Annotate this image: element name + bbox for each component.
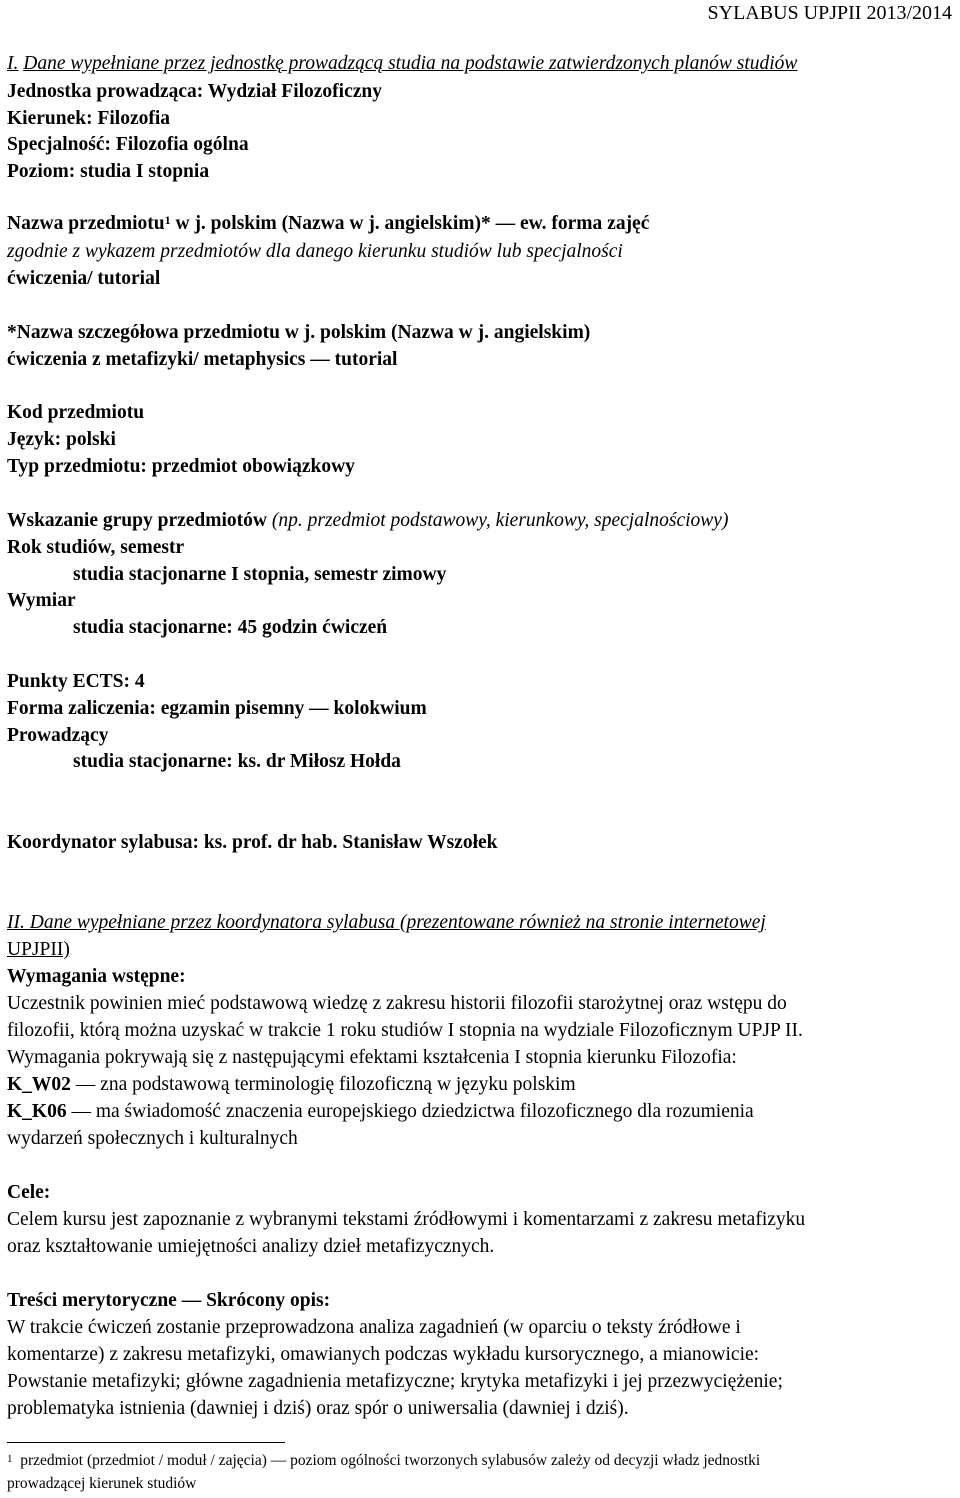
- footnote-separator: [7, 1442, 285, 1443]
- ects-line: Punkty ECTS: 4: [7, 671, 145, 692]
- unit-line: Jednostka prowadząca: Wydział Filozoficzny: [7, 81, 383, 102]
- goals-line-1: Celem kursu jest zapoznanie z wybranymi tekstami źródłowymi i komentarzami z zakresu metafizyku: [7, 1209, 806, 1230]
- outcome-k-k06-cont: wydarzeń społecznych i kulturalnych: [7, 1128, 298, 1149]
- section1-title: [7, 53, 797, 75]
- content-line-3: Powstanie metafizyki; główne zagadnienia metafizyczne; krytyka metafizyki i jej przezwyciężenie;: [7, 1371, 783, 1392]
- detail-name-value: ćwiczenia z metafizyki/ metaphysics — tutorial: [7, 349, 398, 370]
- coordinator-line: Koordynator sylabusa: ks. prof. dr hab. Stanisław Wszołek: [7, 832, 498, 853]
- subject-name-hint: zgodnie z wykazem przedmiotów dla danego kierunku studiów lub specjalności: [7, 241, 623, 262]
- goals-label: Cele:: [7, 1182, 51, 1203]
- subject-code: Kod przedmiotu: [7, 402, 145, 423]
- section1-title-text: Dane wypełniane przez jednostkę prowadzącą studia na podstawie zatwierdzonych planów studiów: [23, 53, 798, 74]
- outcome-text: — zna podstawową terminologię filozoficzną w języku polskim: [70, 1074, 576, 1095]
- year-value: studia stacjonarne I stopnia, semestr zimowy: [73, 564, 447, 585]
- hours-value: studia stacjonarne: 45 godzin ćwiczeń: [73, 617, 388, 638]
- assessment-line: Forma zaliczenia: egzamin pisemny — kolokwium: [7, 698, 427, 719]
- section2-title: [7, 912, 766, 934]
- prereq-line-2: filozofii, którą można uzyskać w trakcie 1 roku studiów I stopnia na wydziale Filozoficznym UPJP II.: [7, 1020, 803, 1041]
- outcome-code: K_K06: [7, 1101, 67, 1122]
- hours-label: Wymiar: [7, 590, 76, 611]
- outcome-k-w02: [7, 1074, 576, 1096]
- group-line: [7, 510, 728, 532]
- content-label: Treści merytoryczne — Skrócony opis:: [7, 1290, 331, 1311]
- language-line: Język: polski: [7, 429, 116, 450]
- type-line: Typ przedmiotu: przedmiot obowiązkowy: [7, 456, 355, 477]
- subject-name-value: ćwiczenia/ tutorial: [7, 268, 161, 289]
- footnote-line-2: prowadzącej kierunek studiów: [7, 1475, 197, 1492]
- field-line: Kierunek: Filozofia: [7, 108, 171, 129]
- group-hint: (np. przedmiot podstawowy, kierunkowy, specjalnościowy): [267, 510, 729, 531]
- outcome-text: — ma świadomość znaczenia europejskiego dziedzictwa filozoficznego dla rozumienia: [66, 1101, 754, 1122]
- subject-name-label-b: w j. polskim (Nazwa w j. angielskim)* — ew. forma zajęć: [170, 213, 650, 234]
- outcome-k-k06: [7, 1101, 754, 1123]
- goals-line-2: oraz kształtowanie umiejętności analizy dzieł metafizycznych.: [7, 1236, 495, 1257]
- group-label: Wskazanie grupy przedmiotów: [7, 510, 267, 531]
- outcome-code: K_W02: [7, 1074, 71, 1095]
- lecturer-label: Prowadzący: [7, 725, 109, 746]
- year-label: Rok studiów, semestr: [7, 537, 185, 558]
- page-header: SYLABUS UPJPII 2013/2014: [707, 2, 952, 24]
- footnote-ref: 1: [164, 213, 171, 227]
- subject-name-label-a: Nazwa przedmiotu: [7, 213, 165, 234]
- level-line: Poziom: studia I stopnia: [7, 161, 210, 182]
- detail-name-label: *Nazwa szczegółowa przedmiotu w j. polskim (Nazwa w j. angielskim): [7, 322, 591, 343]
- footnote-line-1: [7, 1451, 760, 1471]
- section2-title-cont: UPJPII): [7, 939, 70, 960]
- section1-number: I.: [7, 53, 19, 74]
- content-line-2: komentarze) z zakresu metafizyki, omawianych podczas wykładu kursorycznego, a mianowicie:: [7, 1344, 760, 1365]
- footnote-mark: 1: [7, 1453, 13, 1465]
- subject-name-label: [7, 213, 649, 235]
- content-line-4: problematyka istnienia (dawniej i dziś) oraz spór o uniwersalia (dawniej i dziś).: [7, 1398, 629, 1419]
- lecturer-value: studia stacjonarne: ks. dr Miłosz Hołda: [73, 751, 401, 772]
- footnote-text: przedmiot (przedmiot / moduł / zajęcia) — poziom ogólności tworzonych sylabusów zależy od decyzji władz jednostki: [20, 1452, 761, 1469]
- content-line-1: W trakcie ćwiczeń zostanie przeprowadzona analiza zagadnień (w oparciu o teksty źródłowe i: [7, 1317, 741, 1338]
- prereq-label: Wymagania wstępne:: [7, 966, 186, 987]
- section2-title-text: II. Dane wypełniane przez koordynatora sylabusa (prezentowane również na stronie internetowej: [7, 912, 766, 933]
- specialty-line: Specjalność: Filozofia ogólna: [7, 134, 249, 155]
- prereq-line-3: Wymagania pokrywają się z następującymi efektami kształcenia I stopnia kierunku Filozofia:: [7, 1047, 737, 1068]
- prereq-line-1: Uczestnik powinien mieć podstawową wiedzę z zakresu historii filozofii starożytnej oraz wstępu do: [7, 993, 787, 1014]
